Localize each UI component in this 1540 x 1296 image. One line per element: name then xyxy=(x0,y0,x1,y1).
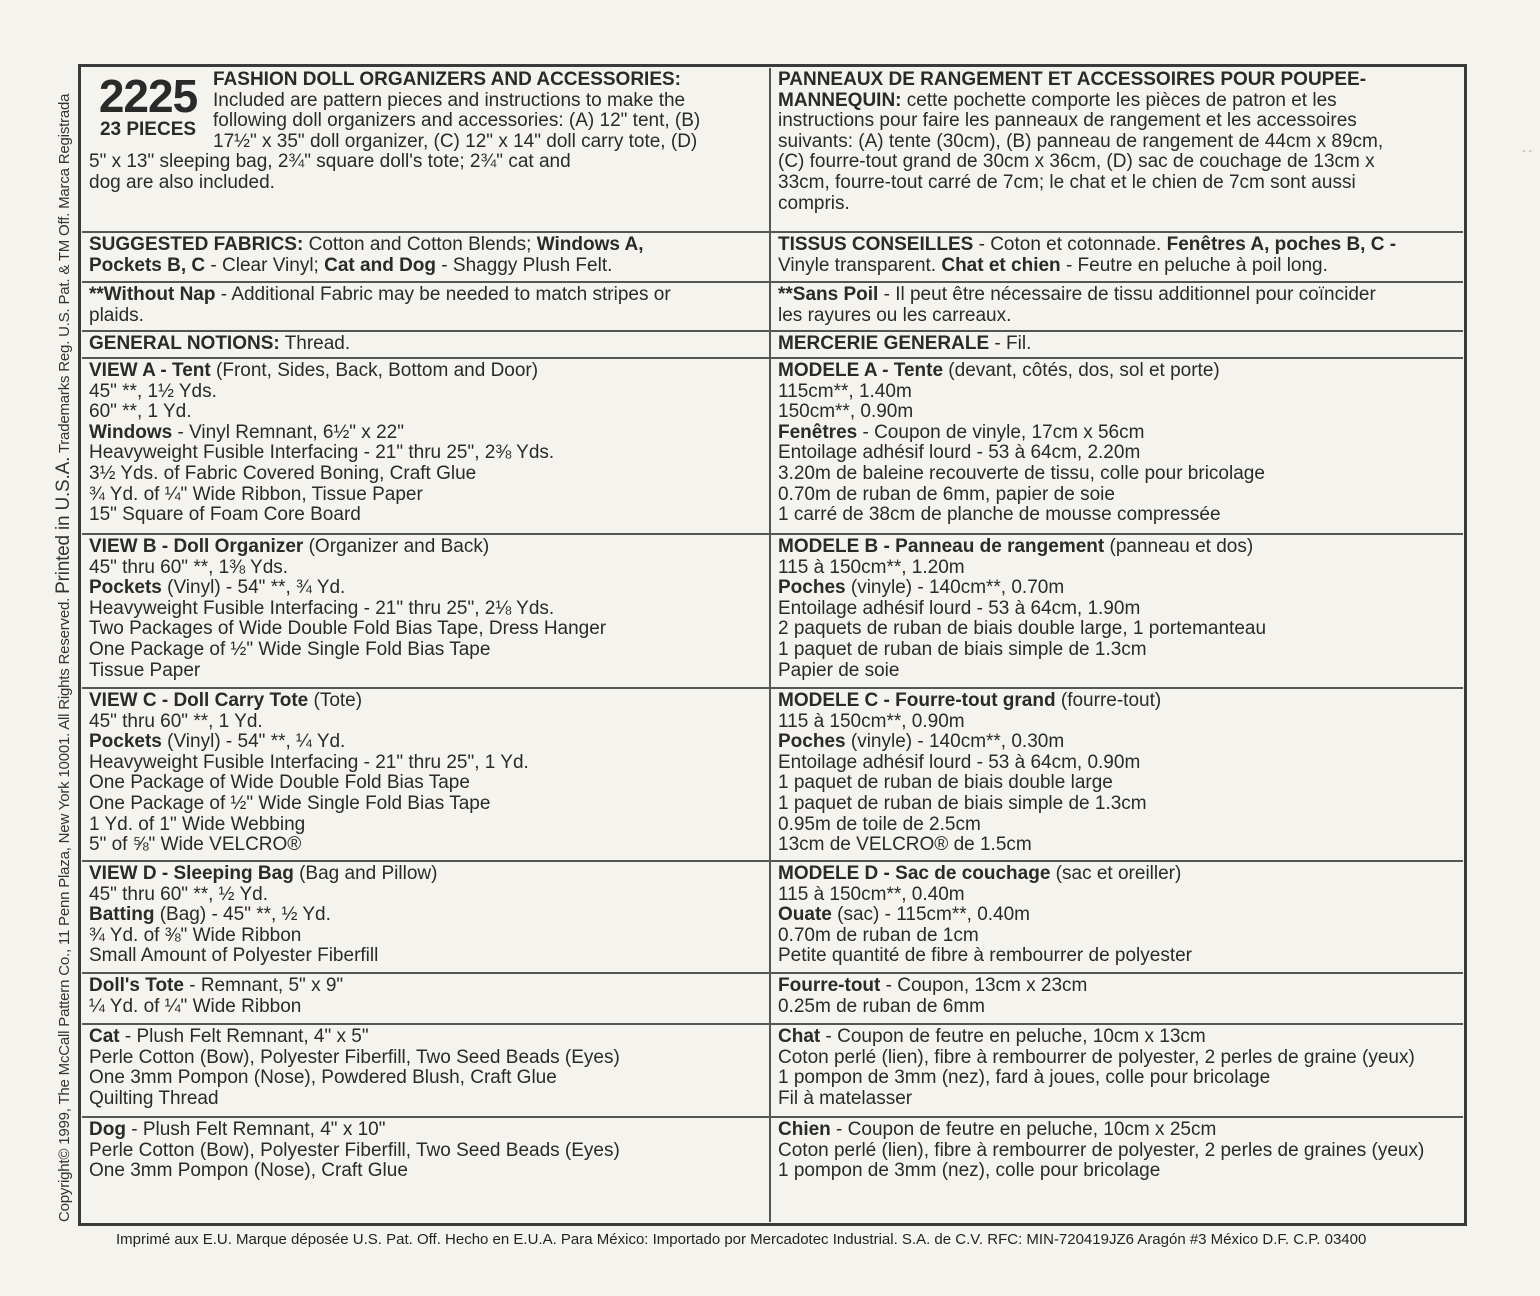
bottom-import-note: Imprimé aux E.U. Marque déposée U.S. Pat. Off. Hecho en E.U.A. Para México: Importado por Mercadotec Industrial. S.A. de C.V. RFC: MIN-720419JZ6 Aragón #3 México D.F. C.P. 03400 xyxy=(116,1231,1367,1248)
header-fr-cell xyxy=(770,68,1463,232)
text-line: (Front, Sides, Back, Bottom and Door) xyxy=(210,360,539,381)
text-line xyxy=(778,691,1456,712)
text-line: - Il peut être nécessaire de tissu additionnel pour coïncider xyxy=(878,284,1376,305)
pattern-back-table xyxy=(82,68,1463,1222)
text-line: 0.95m de toile de 2.5cm xyxy=(778,813,981,835)
bold-heading-text: Chien xyxy=(778,1119,831,1140)
dog-en-cell xyxy=(82,1117,770,1222)
view-b-fr-cell xyxy=(770,534,1463,688)
text-line: 115 à 150cm**, 0.90m xyxy=(778,710,965,732)
en-title: FASHION DOLL ORGANIZERS AND ACCESSORIES: xyxy=(213,69,681,90)
text-line: Cotton and Cotton Blends; xyxy=(303,234,537,255)
text-line: - Fil. xyxy=(989,333,1032,354)
dolls-tote-en-cell xyxy=(82,973,770,1024)
notions-fr-cell xyxy=(770,331,1463,358)
text-line: 17½" x 35" doll organizer, (C) 12" x 14" doll carry tote, (D) xyxy=(213,130,698,152)
fabrics-fr-cell xyxy=(770,232,1463,282)
text-line xyxy=(89,285,762,306)
bold-heading-text: MODELE A - Tente xyxy=(778,360,944,381)
text-line: Thread. xyxy=(279,333,351,354)
bold-heading-text: Windows xyxy=(89,421,173,443)
text-line: 1 paquet de ruban de biais simple de 1.3cm xyxy=(778,792,1147,814)
bold-heading-text: MODELE D - Sac de couchage xyxy=(778,863,1051,884)
text-line: 45" thru 60" **, ½ Yd. xyxy=(89,883,268,905)
bold-heading-text: **Sans Poil xyxy=(778,284,879,305)
text-line: cette pochette comporte les pièces de patron et les xyxy=(906,89,1337,111)
text-line xyxy=(89,976,762,997)
text-line: les rayures ou les carreaux. xyxy=(778,304,1012,326)
text-line: Quilting Thread xyxy=(89,1087,219,1109)
nap-fr-cell xyxy=(770,282,1463,331)
text-line: 3.20m de baleine recouverte de tissu, colle pour bricolage xyxy=(778,462,1265,484)
text-line: (vinyle) - 140cm**, 0.70m xyxy=(845,577,1065,599)
text-line: Two Packages of Wide Double Fold Bias Tape, Dress Hanger xyxy=(89,618,607,640)
text-line xyxy=(778,537,1456,558)
text-line: One Package of Wide Double Fold Bias Tape xyxy=(89,772,470,794)
text-line: 150cm**, 0.90m xyxy=(778,401,914,423)
text-line: (Organizer and Back) xyxy=(303,536,490,557)
text-line: - Coton et cotonnade. xyxy=(973,234,1167,255)
text-line: 2 paquets de ruban de biais double large, 1 portemanteau xyxy=(778,618,1267,640)
text-line xyxy=(778,1027,1456,1048)
text-line: Heavyweight Fusible Interfacing - 21" thru 25", 2⅜ Yds. xyxy=(89,442,555,464)
text-line: 1 carré de 38cm de planche de mousse compressée xyxy=(778,504,1221,526)
bold-heading-text: GENERAL NOTIONS: xyxy=(89,333,280,354)
bold-heading-text: Cat and Dog xyxy=(324,254,437,276)
text-line: 45" thru 60" **, 1⅜ Yds. xyxy=(89,556,289,578)
text-line: ¾ Yd. of ¼" Wide Ribbon, Tissue Paper xyxy=(89,483,423,505)
text-line: One 3mm Pompon (Nose), Craft Glue xyxy=(89,1160,408,1182)
pattern-number-block xyxy=(89,70,207,140)
nap-en-cell xyxy=(82,282,770,331)
view-d-row xyxy=(82,861,1463,973)
text-line: Papier de soie xyxy=(778,659,900,681)
text-line xyxy=(89,905,762,926)
text-line: Coton perlé (lien), fibre à rembourrer de polyester, 2 perles de graines (yeux) xyxy=(778,1139,1425,1161)
cat-row xyxy=(82,1024,1463,1117)
text-line xyxy=(778,423,1456,444)
text-line: - Coupon de feutre en peluche, 10cm x 13cm xyxy=(820,1026,1206,1047)
text-line xyxy=(89,537,762,558)
text-line: (Bag) - 45" **, ½ Yd. xyxy=(154,904,331,926)
text-line: (Tote) xyxy=(308,690,363,711)
text-line: One Package of ½" Wide Single Fold Bias Tape xyxy=(89,638,491,660)
text-line: (fourre-tout) xyxy=(1055,690,1162,711)
view-a-fr-cell xyxy=(770,358,1463,534)
text-line xyxy=(89,1120,762,1141)
text-line: 5" x 13" sleeping bag, 2¾" square doll's tote; 2¾" cat and xyxy=(89,151,571,173)
text-line: (devant, côtés, dos, sol et porte) xyxy=(943,360,1220,381)
view-c-fr-cell xyxy=(770,688,1463,861)
fabrics-row xyxy=(82,232,1463,282)
nap-row xyxy=(82,282,1463,331)
text-line: - Vinyl Remnant, 6½" x 22" xyxy=(172,421,404,443)
text-line: - Feutre en peluche à poil long. xyxy=(1060,254,1328,276)
text-line: - Additional Fabric may be needed to match stripes or xyxy=(215,284,671,305)
text-line: 1 Yd. of 1" Wide Webbing xyxy=(89,813,306,835)
bold-heading-text: Pockets xyxy=(89,577,162,599)
cat-fr-cell xyxy=(770,1024,1463,1117)
text-line xyxy=(89,235,762,256)
header-en-cell xyxy=(82,68,770,232)
fabrics-en-cell xyxy=(82,232,770,282)
text-line: - Shaggy Plush Felt. xyxy=(436,254,613,276)
text-line: (vinyle) - 140cm**, 0.30m xyxy=(845,731,1065,753)
text-line: 45" thru 60" **, 1 Yd. xyxy=(89,710,263,732)
bold-heading-text: MODELE C - Fourre-tout grand xyxy=(778,690,1056,711)
text-line: 33cm, fourre-tout carré de 7cm; le chat et le chien de 7cm sont aussi xyxy=(778,171,1356,193)
text-line xyxy=(778,732,1456,753)
bold-heading-text: TISSUS CONSEILLES xyxy=(778,234,974,255)
text-line: 1 pompon de 3mm (nez), colle pour bricolage xyxy=(778,1160,1161,1182)
text-line: Entoilage adhésif lourd - 53 à 64cm, 0.90m xyxy=(778,751,1141,773)
bold-heading-text: MERCERIE GENERALE xyxy=(778,333,990,354)
text-line: 115 à 150cm**, 1.20m xyxy=(778,556,965,578)
text-line xyxy=(89,334,762,355)
bold-heading-text: MANNEQUIN: xyxy=(778,89,902,111)
bold-heading-text: Fenêtres A, poches B, C - xyxy=(1166,234,1397,255)
text-line: Heavyweight Fusible Interfacing - 21" thru 25", 1 Yd. xyxy=(89,751,529,773)
text-line: suivants: (A) tente (30cm), (B) panneau de rangement de 44cm x 89cm, xyxy=(778,130,1384,152)
text-line xyxy=(778,91,1456,112)
text-line: (sac et oreiller) xyxy=(1050,863,1182,884)
text-line: - Plush Felt Remnant, 4" x 5" xyxy=(119,1026,369,1047)
text-line xyxy=(778,235,1456,256)
fr-title: PANNEAUX DE RANGEMENT ET ACCESSOIRES POUR POUPEE- xyxy=(778,69,1367,90)
bold-heading-text: Chat et chien xyxy=(941,254,1061,276)
bold-heading-text: Fourre-tout xyxy=(778,975,881,996)
text-line: instructions pour faire les panneaux de rangement et les accessoires xyxy=(778,110,1357,132)
bold-heading-text: Batting xyxy=(89,904,155,926)
dolls-tote-row xyxy=(82,973,1463,1024)
text-line xyxy=(778,578,1456,599)
dolls-tote-fr-cell xyxy=(770,973,1463,1024)
edge-mark: - - xyxy=(1522,146,1532,157)
text-line: 15" Square of Foam Core Board xyxy=(89,504,361,526)
text-line: 5" of ⅝" Wide VELCRO® xyxy=(89,834,302,856)
text-line: 13cm de VELCRO® de 1.5cm xyxy=(778,834,1032,856)
text-line xyxy=(89,864,762,885)
text-line: 3½ Yds. of Fabric Covered Boning, Craft Glue xyxy=(89,462,477,484)
bold-heading-text: Pockets xyxy=(89,731,162,753)
bold-heading-text: Chat xyxy=(778,1026,821,1047)
bold-heading-text: SUGGESTED FABRICS: xyxy=(89,234,304,255)
text-line: (Vinyl) - 54" **, ¼ Yd. xyxy=(161,731,346,753)
text-line: 0.25m de ruban de 6mm xyxy=(778,995,986,1017)
text-line: Entoilage adhésif lourd - 53 à 64cm, 2.20m xyxy=(778,442,1141,464)
side-copyright-text: Copyright© 1999, The McCall Pattern Co., 11 Penn Plaza, New York 10001. All Rights Reserved. Printed in U.S.A. Trademarks Reg. U.S. Pat. & TM Off. Marca Registrada xyxy=(53,93,74,1222)
text-line xyxy=(778,1120,1456,1141)
dog-row xyxy=(82,1117,1463,1222)
text-line: Perle Cotton (Bow), Polyester Fiberfill, Two Seed Beads (Eyes) xyxy=(89,1139,620,1161)
view-d-en-cell xyxy=(82,861,770,973)
text-line: 45" **, 1½ Yds. xyxy=(89,380,217,402)
bold-heading-text: **Without Nap xyxy=(89,284,216,305)
text-line xyxy=(778,256,1456,277)
view-d-fr-cell xyxy=(770,861,1463,973)
view-a-row xyxy=(82,358,1463,534)
bold-heading-text: Doll's Tote xyxy=(89,975,184,996)
text-line xyxy=(89,578,762,599)
text-line: - Coupon de vinyle, 17cm x 56cm xyxy=(857,421,1145,443)
bold-heading-text: Windows A, xyxy=(536,234,644,255)
text-line xyxy=(89,256,762,277)
text-line: 60" **, 1 Yd. xyxy=(89,401,192,423)
notions-row xyxy=(82,331,1463,358)
pieces-count: 23 PIECES xyxy=(99,119,197,140)
text-line: One 3mm Pompon (Nose), Powdered Blush, Craft Glue xyxy=(89,1067,557,1089)
text-line: Vinyle transparent. xyxy=(778,254,942,276)
bold-heading-text: Pockets B, C xyxy=(89,254,206,276)
text-line: - Clear Vinyl; xyxy=(205,254,325,276)
text-line: 1 pompon de 3mm (nez), fard à joues, colle pour bricolage xyxy=(778,1067,1271,1089)
text-line: following doll organizers and accessories: (A) 12" tent, (B) xyxy=(213,110,701,132)
text-line xyxy=(778,361,1456,382)
text-line xyxy=(778,976,1456,997)
text-line: (sac) - 115cm**, 0.40m xyxy=(831,904,1031,926)
bold-heading-text: Fenêtres xyxy=(778,421,858,443)
text-line: Tissue Paper xyxy=(89,659,201,681)
text-line: - Remnant, 5" x 9" xyxy=(183,975,344,996)
view-b-row xyxy=(82,534,1463,688)
view-a-en-cell xyxy=(82,358,770,534)
view-c-en-cell xyxy=(82,688,770,861)
text-line: ¾ Yd. of ⅜" Wide Ribbon xyxy=(89,924,302,946)
bold-heading-text: VIEW D - Sleeping Bag xyxy=(89,863,294,884)
bold-heading-text: Poches xyxy=(778,731,846,753)
text-line: (C) fourre-tout grand de 30cm x 36cm, (D) sac de couchage de 13cm x xyxy=(778,151,1375,173)
text-line: Petite quantité de fibre à rembourrer de polyester xyxy=(778,945,1193,967)
text-line: dog are also included. xyxy=(89,171,275,193)
bold-heading-text: MODELE B - Panneau de rangement xyxy=(778,536,1105,557)
text-line: 0.70m de ruban de 1cm xyxy=(778,924,979,946)
bold-heading-text: Cat xyxy=(89,1026,120,1047)
text-line: Coton perlé (lien), fibre à rembourrer de polyester, 2 perles de graine (yeux) xyxy=(778,1046,1415,1068)
text-line: 0.70m de ruban de 6mm, papier de soie xyxy=(778,483,1115,505)
text-line: ¼ Yd. of ¼" Wide Ribbon xyxy=(89,995,302,1017)
notions-en-cell xyxy=(82,331,770,358)
text-line xyxy=(89,423,762,444)
text-line: - Coupon, 13cm x 23cm xyxy=(880,975,1088,996)
text-line: - Coupon de feutre en peluche, 10cm x 25cm xyxy=(830,1119,1217,1140)
bold-heading-text: VIEW B - Doll Organizer xyxy=(89,536,304,557)
bold-heading-text: Dog xyxy=(89,1119,126,1140)
text-line: - Plush Felt Remnant, 4" x 10" xyxy=(125,1119,386,1140)
text-line xyxy=(778,864,1456,885)
bold-heading-text: Ouate xyxy=(778,904,832,926)
view-c-row xyxy=(82,688,1463,861)
view-b-en-cell xyxy=(82,534,770,688)
text-line: Perle Cotton (Bow), Polyester Fiberfill, Two Seed Beads (Eyes) xyxy=(89,1046,620,1068)
text-line: 115 à 150cm**, 0.40m xyxy=(778,883,965,905)
pattern-number: 2225 xyxy=(98,70,198,122)
text-line: 115cm**, 1.40m xyxy=(778,380,912,402)
text-line: (Bag and Pillow) xyxy=(293,863,438,884)
dog-fr-cell xyxy=(770,1117,1463,1222)
text-line xyxy=(89,1027,762,1048)
bold-heading-text: VIEW C - Doll Carry Tote xyxy=(89,690,309,711)
text-line: (Vinyl) - 54" **, ¾ Yd. xyxy=(161,577,346,599)
text-line xyxy=(89,732,762,753)
text-line xyxy=(778,334,1456,355)
text-line: compris. xyxy=(778,192,850,214)
text-line xyxy=(778,285,1456,306)
text-line: 1 paquet de ruban de biais simple de 1.3cm xyxy=(778,638,1147,660)
text-line: One Package of ½" Wide Single Fold Bias Tape xyxy=(89,792,491,814)
text-line xyxy=(89,691,762,712)
text-line: 1 paquet de ruban de biais double large xyxy=(778,772,1113,794)
text-line: Included are pattern pieces and instructions to make the xyxy=(213,89,686,111)
text-line xyxy=(778,905,1456,926)
text-line: Fil à matelasser xyxy=(778,1087,913,1109)
text-line: (panneau et dos) xyxy=(1104,536,1254,557)
bold-heading-text: Poches xyxy=(778,577,846,599)
text-line xyxy=(89,361,762,382)
text-line: Heavyweight Fusible Interfacing - 21" thru 25", 2⅛ Yds. xyxy=(89,597,555,619)
header-row xyxy=(82,68,1463,232)
text-line: Small Amount of Polyester Fiberfill xyxy=(89,945,379,967)
bold-heading-text: VIEW A - Tent xyxy=(89,360,211,381)
text-line: plaids. xyxy=(89,304,144,326)
text-line: Entoilage adhésif lourd - 53 à 64cm, 1.90m xyxy=(778,597,1141,619)
cat-en-cell xyxy=(82,1024,770,1117)
